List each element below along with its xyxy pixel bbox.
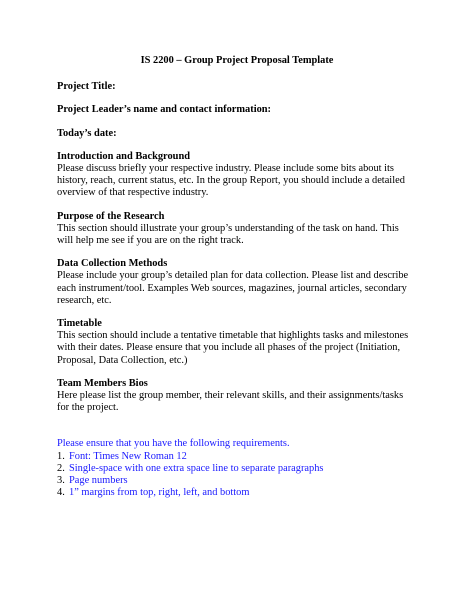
section-body: Here please list the group member, their relevant skills, and their assignments/tasks for the project. (57, 390, 404, 414)
section-body: Please discuss briefly your respective industry. Please include some bits about its history, reach, current status, etc. In the group Report, you should include a detailed overview of that respective industry. (57, 163, 405, 199)
section-data-collection (57, 258, 417, 307)
section-team-bios (57, 378, 417, 415)
document-page (57, 55, 417, 499)
list-item (57, 475, 417, 487)
section-heading: Team Members Bios (57, 377, 148, 389)
list-item-text: Single-space with one extra space line to separate paragraphs (69, 462, 324, 474)
section-introduction (57, 151, 417, 200)
list-item-text: 1” margins from top, right, left, and bottom (69, 487, 250, 499)
section-heading: Timetable (57, 318, 102, 330)
requirements-list (57, 451, 417, 500)
section-heading: Purpose of the Research (57, 210, 165, 222)
section-body: This section should illustrate your group’s understanding of the task on hand. This will help me see if you are on the right track. (57, 222, 399, 247)
project-title-label: Project Title: (57, 81, 116, 93)
project-leader-label: Project Leader’s name and contact information: (57, 104, 272, 116)
list-item-text: Font: Times New Roman 12 (69, 450, 187, 462)
list-item-text: Page numbers (69, 475, 128, 487)
list-item-number: 4. (57, 487, 65, 499)
section-body: This section should include a tentative timetable that highlights tasks and milestones with their dates. Please ensure that you include all phases of the project (Initiation, Proposal, Data Collection, etc.) (57, 330, 409, 366)
document-title: IS 2200 – Group Project Proposal Template (140, 55, 334, 66)
todays-date-label: Today’s date: (57, 127, 117, 139)
section-heading: Data Collection Methods (57, 258, 168, 270)
list-item-number: 3. (57, 475, 65, 487)
section-purpose (57, 211, 417, 248)
requirements-intro: Please ensure that you have the following requirements. (57, 438, 290, 450)
list-item (57, 451, 417, 463)
list-item (57, 463, 417, 475)
list-item-number: 1. (57, 450, 65, 462)
section-timetable (57, 318, 417, 367)
section-heading: Introduction and Background (57, 150, 191, 162)
section-body: Please include your group’s detailed plan for data collection. Please list and describe each instrument/tool. Examples Web sources, magazines, journal articles, secondary research, etc. (57, 270, 409, 306)
list-item-number: 2. (57, 462, 65, 474)
requirements-block (57, 438, 417, 499)
list-item (57, 487, 417, 499)
